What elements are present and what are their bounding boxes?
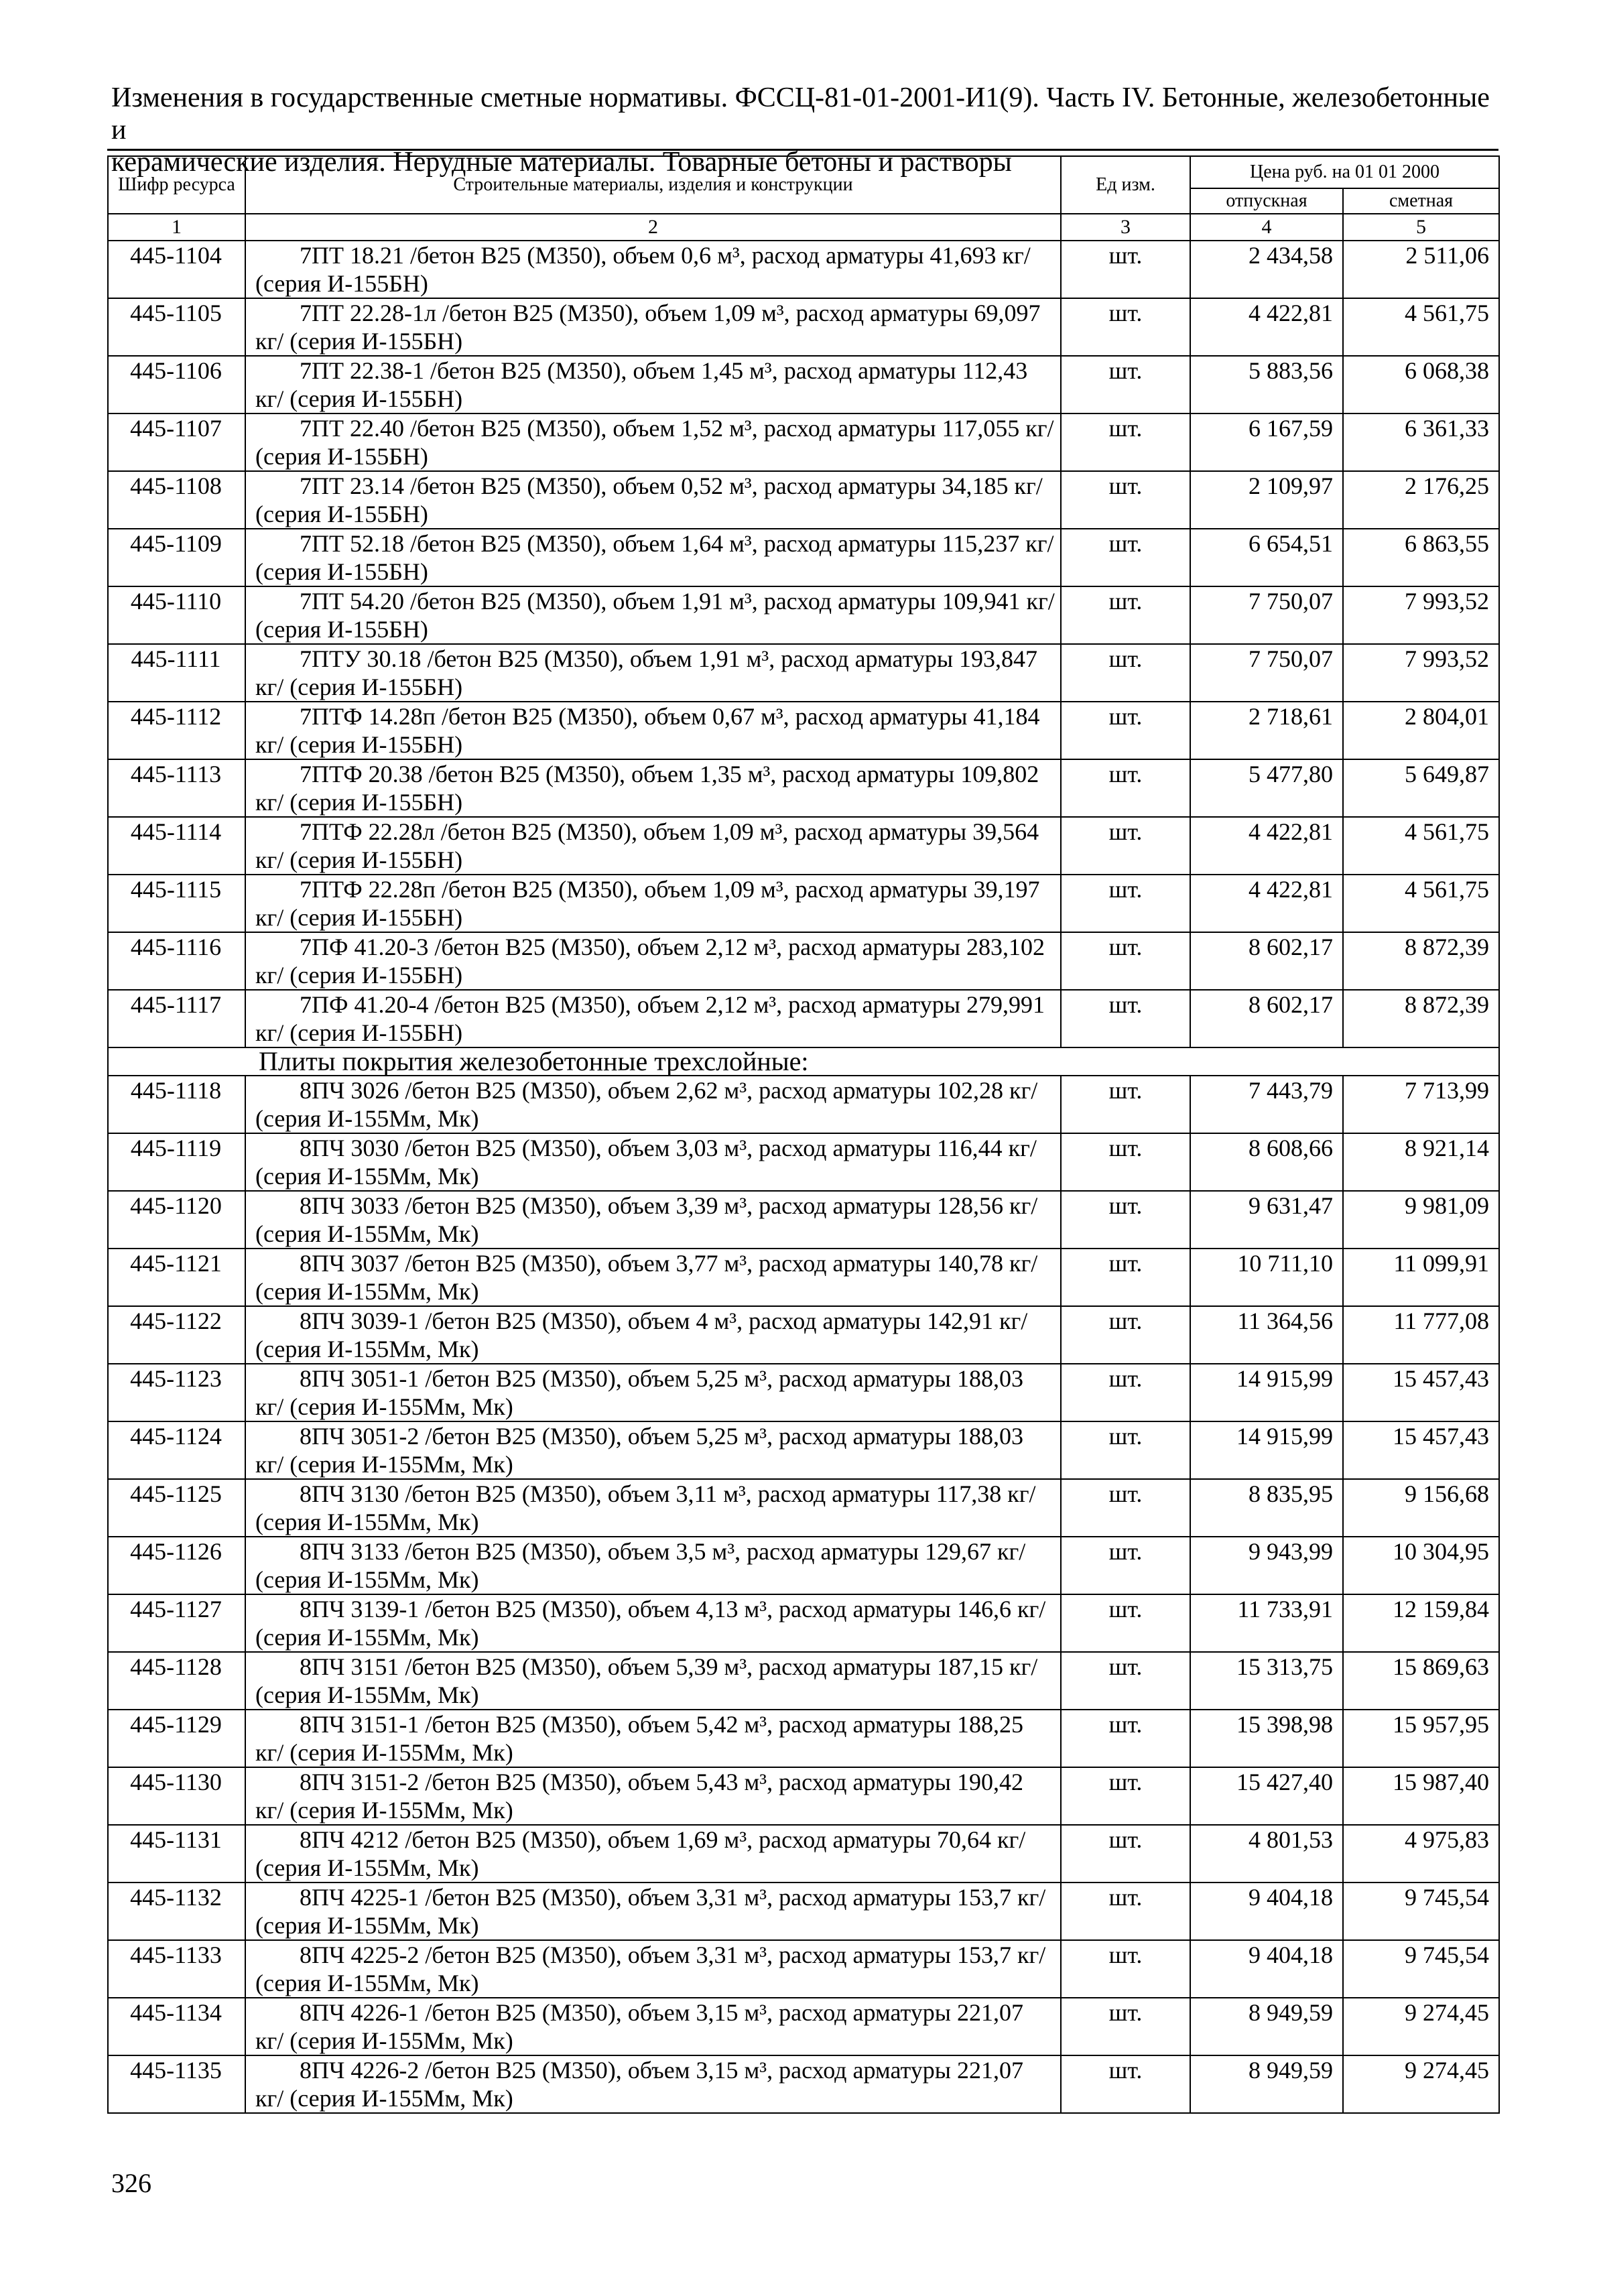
table-row — [108, 1883, 1499, 1940]
material-name-cell: 8ПЧ 4225-2 /бетон В25 (М350), объем 3,31 м³, расход арматуры 153,7 кг/ (серия И-155Мм, Мк) — [245, 1940, 1061, 1998]
material-name-cell: 7ПТФ 22.28п /бетон В25 (М350), объем 1,09 м³, расход арматуры 39,197 кг/ (серия И-155БН) — [245, 875, 1061, 932]
table-row — [108, 1479, 1499, 1537]
release-price-cell: 5 477,80 — [1190, 759, 1343, 817]
resource-code-cell: 445-1114 — [108, 817, 245, 875]
estimate-price-cell: 2 176,25 — [1343, 471, 1499, 529]
resource-code-cell: 445-1118 — [108, 1076, 245, 1133]
table-row — [108, 1191, 1499, 1249]
table-row — [108, 2055, 1499, 2113]
unit-cell: шт. — [1061, 471, 1190, 529]
release-price-cell: 11 364,56 — [1190, 1306, 1343, 1364]
estimate-price-cell: 9 745,54 — [1343, 1940, 1499, 1998]
resource-code-cell: 445-1131 — [108, 1825, 245, 1883]
material-name-cell: 7ПТ 22.28-1л /бетон В25 (М350), объем 1,09 м³, расход арматуры 69,097 кг/ (серия И-155БН) — [245, 298, 1061, 356]
estimate-price-cell: 15 457,43 — [1343, 1421, 1499, 1479]
material-name-cell: 8ПЧ 3051-1 /бетон В25 (М350), объем 5,25 м³, расход арматуры 188,03 кг/ (серия И-155Мм, Мк) — [245, 1364, 1061, 1421]
table-body-group-2 — [108, 1076, 1499, 2113]
resource-code-cell: 445-1104 — [108, 241, 245, 298]
table-row — [108, 471, 1499, 529]
estimate-price-cell: 6 361,33 — [1343, 413, 1499, 471]
release-price-cell: 4 422,81 — [1190, 817, 1343, 875]
header-code: Шифр ресурса — [108, 156, 245, 214]
estimate-price-cell: 8 921,14 — [1343, 1133, 1499, 1191]
estimate-price-cell: 4 561,75 — [1343, 817, 1499, 875]
estimate-price-cell: 6 068,38 — [1343, 356, 1499, 413]
resource-code-cell: 445-1109 — [108, 529, 245, 586]
resource-code-cell: 445-1135 — [108, 2055, 245, 2113]
estimate-price-cell: 4 975,83 — [1343, 1825, 1499, 1883]
table-row — [108, 1076, 1499, 1133]
column-number: 1 — [108, 214, 245, 241]
release-price-cell: 8 602,17 — [1190, 990, 1343, 1047]
release-price-cell: 8 608,66 — [1190, 1133, 1343, 1191]
material-name-cell: 7ПТ 22.38-1 /бетон В25 (М350), объем 1,45 м³, расход арматуры 112,43 кг/ (серия И-155БН) — [245, 356, 1061, 413]
unit-cell: шт. — [1061, 413, 1190, 471]
unit-cell: шт. — [1061, 1710, 1190, 1767]
section-title: Плиты покрытия железобетонные трехслойные: — [108, 1047, 1499, 1076]
estimate-price-cell: 4 561,75 — [1343, 875, 1499, 932]
estimate-price-cell: 2 511,06 — [1343, 241, 1499, 298]
material-name-cell: 8ПЧ 3030 /бетон В25 (М350), объем 3,03 м³, расход арматуры 116,44 кг/ (серия И-155Мм, Мк) — [245, 1133, 1061, 1191]
table-row — [108, 990, 1499, 1047]
column-number-row — [108, 214, 1499, 241]
resource-code-cell: 445-1121 — [108, 1249, 245, 1306]
resource-code-cell: 445-1119 — [108, 1133, 245, 1191]
estimate-price-cell: 9 156,68 — [1343, 1479, 1499, 1537]
resource-code-cell: 445-1108 — [108, 471, 245, 529]
unit-cell: шт. — [1061, 702, 1190, 759]
estimate-price-cell: 11 777,08 — [1343, 1306, 1499, 1364]
unit-cell: шт. — [1061, 759, 1190, 817]
header-release-price: отпускная — [1190, 188, 1343, 214]
table-row — [108, 817, 1499, 875]
estimate-price-cell: 9 274,45 — [1343, 1998, 1499, 2055]
unit-cell: шт. — [1061, 1479, 1190, 1537]
resource-code-cell: 445-1112 — [108, 702, 245, 759]
estimate-price-cell: 4 561,75 — [1343, 298, 1499, 356]
estimate-price-cell: 12 159,84 — [1343, 1594, 1499, 1652]
header-estimate-price: сметная — [1343, 188, 1499, 214]
table-row — [108, 1710, 1499, 1767]
release-price-cell: 7 443,79 — [1190, 1076, 1343, 1133]
resource-code-cell: 445-1125 — [108, 1479, 245, 1537]
column-number: 3 — [1061, 214, 1190, 241]
estimate-price-cell: 5 649,87 — [1343, 759, 1499, 817]
header-title-line-1: Изменения в государственные сметные нормативы. ФССЦ-81-01-2001-И1(9). Часть IV. Бетонные, железобетонные и — [111, 82, 1490, 145]
table-row — [108, 298, 1499, 356]
release-price-cell: 4 801,53 — [1190, 1825, 1343, 1883]
material-name-cell: 8ПЧ 3130 /бетон В25 (М350), объем 3,11 м³, расход арматуры 117,38 кг/ (серия И-155Мм, Мк) — [245, 1479, 1061, 1537]
resource-code-cell: 445-1110 — [108, 586, 245, 644]
resource-code-cell: 445-1126 — [108, 1537, 245, 1594]
unit-cell: шт. — [1061, 1133, 1190, 1191]
table-row — [108, 1537, 1499, 1594]
material-name-cell: 8ПЧ 3139-1 /бетон В25 (М350), объем 4,13 м³, расход арматуры 146,6 кг/ (серия И-155Мм, Мк) — [245, 1594, 1061, 1652]
unit-cell: шт. — [1061, 1594, 1190, 1652]
unit-cell: шт. — [1061, 241, 1190, 298]
material-name-cell: 8ПЧ 3151 /бетон В25 (М350), объем 5,39 м³, расход арматуры 187,15 кг/ (серия И-155Мм, Мк) — [245, 1652, 1061, 1710]
material-name-cell: 7ПФ 41.20-3 /бетон В25 (М350), объем 2,12 м³, расход арматуры 283,102 кг/ (серия И-155БН) — [245, 932, 1061, 990]
resource-code-cell: 445-1107 — [108, 413, 245, 471]
section-row — [108, 1047, 1499, 1076]
release-price-cell: 14 915,99 — [1190, 1421, 1343, 1479]
release-price-cell: 11 733,91 — [1190, 1594, 1343, 1652]
resource-code-cell: 445-1106 — [108, 356, 245, 413]
table-row — [108, 1249, 1499, 1306]
table-row — [108, 1767, 1499, 1825]
material-name-cell: 8ПЧ 3039-1 /бетон В25 (М350), объем 4 м³, расход арматуры 142,91 кг/ (серия И-155Мм, Мк) — [245, 1306, 1061, 1364]
table-row — [108, 644, 1499, 702]
release-price-cell: 2 434,58 — [1190, 241, 1343, 298]
table-body-group-1 — [108, 241, 1499, 1047]
unit-cell: шт. — [1061, 1883, 1190, 1940]
resource-code-cell: 445-1111 — [108, 644, 245, 702]
unit-cell: шт. — [1061, 990, 1190, 1047]
table-row — [108, 1594, 1499, 1652]
table-row — [108, 1306, 1499, 1364]
column-number: 4 — [1190, 214, 1343, 241]
material-name-cell: 7ПТ 52.18 /бетон В25 (М350), объем 1,64 м³, расход арматуры 115,237 кг/ (серия И-155БН) — [245, 529, 1061, 586]
table-row — [108, 1940, 1499, 1998]
release-price-cell: 4 422,81 — [1190, 298, 1343, 356]
material-name-cell: 7ПФ 41.20-4 /бетон В25 (М350), объем 2,12 м³, расход арматуры 279,991 кг/ (серия И-155БН) — [245, 990, 1061, 1047]
release-price-cell: 9 404,18 — [1190, 1940, 1343, 1998]
table-row — [108, 759, 1499, 817]
estimate-price-cell: 15 457,43 — [1343, 1364, 1499, 1421]
header-rule — [107, 149, 1498, 151]
estimate-price-cell: 9 981,09 — [1343, 1191, 1499, 1249]
release-price-cell: 5 883,56 — [1190, 356, 1343, 413]
material-name-cell: 8ПЧ 3051-2 /бетон В25 (М350), объем 5,25 м³, расход арматуры 188,03 кг/ (серия И-155Мм, Мк) — [245, 1421, 1061, 1479]
table-row — [108, 413, 1499, 471]
unit-cell: шт. — [1061, 644, 1190, 702]
unit-cell: шт. — [1061, 875, 1190, 932]
table-row — [108, 529, 1499, 586]
unit-cell: шт. — [1061, 586, 1190, 644]
table-row — [108, 1825, 1499, 1883]
unit-cell: шт. — [1061, 1998, 1190, 2055]
material-name-cell: 8ПЧ 3026 /бетон В25 (М350), объем 2,62 м³, расход арматуры 102,28 кг/ (серия И-155Мм, Мк) — [245, 1076, 1061, 1133]
release-price-cell: 14 915,99 — [1190, 1364, 1343, 1421]
resource-code-cell: 445-1115 — [108, 875, 245, 932]
release-price-cell: 7 750,07 — [1190, 586, 1343, 644]
material-name-cell: 7ПТ 18.21 /бетон В25 (М350), объем 0,6 м³, расход арматуры 41,693 кг/ (серия И-155БН) — [245, 241, 1061, 298]
header-price-group: Цена руб. на 01 01 2000 — [1190, 156, 1499, 188]
table-row — [108, 356, 1499, 413]
material-name-cell: 8ПЧ 4225-1 /бетон В25 (М350), объем 3,31 м³, расход арматуры 153,7 кг/ (серия И-155Мм, Мк) — [245, 1883, 1061, 1940]
resource-code-cell: 445-1124 — [108, 1421, 245, 1479]
material-name-cell: 8ПЧ 3133 /бетон В25 (М350), объем 3,5 м³, расход арматуры 129,67 кг/ (серия И-155Мм, Мк) — [245, 1537, 1061, 1594]
material-name-cell: 8ПЧ 4226-2 /бетон В25 (М350), объем 3,15 м³, расход арматуры 221,07 кг/ (серия И-155Мм, Мк) — [245, 2055, 1061, 2113]
release-price-cell: 9 404,18 — [1190, 1883, 1343, 1940]
material-name-cell: 8ПЧ 4226-1 /бетон В25 (М350), объем 3,15 м³, расход арматуры 221,07 кг/ (серия И-155Мм, Мк) — [245, 1998, 1061, 2055]
table-row — [108, 932, 1499, 990]
release-price-cell: 4 422,81 — [1190, 875, 1343, 932]
table-row — [108, 1133, 1499, 1191]
unit-cell: шт. — [1061, 1537, 1190, 1594]
resource-code-cell: 445-1130 — [108, 1767, 245, 1825]
release-price-cell: 6 167,59 — [1190, 413, 1343, 471]
material-name-cell: 8ПЧ 3151-2 /бетон В25 (М350), объем 5,43 м³, расход арматуры 190,42 кг/ (серия И-155Мм, Мк) — [245, 1767, 1061, 1825]
unit-cell: шт. — [1061, 2055, 1190, 2113]
release-price-cell: 8 949,59 — [1190, 1998, 1343, 2055]
resource-code-cell: 445-1133 — [108, 1940, 245, 1998]
material-name-cell: 7ПТФ 20.38 /бетон В25 (М350), объем 1,35 м³, расход арматуры 109,802 кг/ (серия И-155БН) — [245, 759, 1061, 817]
material-name-cell: 7ПТ 22.40 /бетон В25 (М350), объем 1,52 м³, расход арматуры 117,055 кг/ (серия И-155БН) — [245, 413, 1061, 471]
unit-cell: шт. — [1061, 1191, 1190, 1249]
release-price-cell: 15 398,98 — [1190, 1710, 1343, 1767]
unit-cell: шт. — [1061, 1652, 1190, 1710]
release-price-cell: 8 602,17 — [1190, 932, 1343, 990]
release-price-cell: 2 718,61 — [1190, 702, 1343, 759]
material-name-cell: 7ПТУ 30.18 /бетон В25 (М350), объем 1,91 м³, расход арматуры 193,847 кг/ (серия И-155БН) — [245, 644, 1061, 702]
resource-code-cell: 445-1113 — [108, 759, 245, 817]
table-row — [108, 1364, 1499, 1421]
table-row — [108, 586, 1499, 644]
resource-code-cell: 445-1122 — [108, 1306, 245, 1364]
unit-cell: шт. — [1061, 1767, 1190, 1825]
resource-code-cell: 445-1116 — [108, 932, 245, 990]
release-price-cell: 7 750,07 — [1190, 644, 1343, 702]
estimate-price-cell: 9 745,54 — [1343, 1883, 1499, 1940]
estimate-price-cell: 7 993,52 — [1343, 586, 1499, 644]
unit-cell: шт. — [1061, 356, 1190, 413]
header-title-line-2: керамические изделия. Нерудные материалы. Товарные бетоны и растворы — [111, 147, 1012, 178]
estimate-price-cell: 10 304,95 — [1343, 1537, 1499, 1594]
estimate-price-cell: 15 869,63 — [1343, 1652, 1499, 1710]
column-number: 5 — [1343, 214, 1499, 241]
unit-cell: шт. — [1061, 1421, 1190, 1479]
release-price-cell: 15 313,75 — [1190, 1652, 1343, 1710]
resource-code-cell: 445-1134 — [108, 1998, 245, 2055]
resource-code-cell: 445-1132 — [108, 1883, 245, 1940]
table-row — [108, 875, 1499, 932]
estimate-price-cell: 15 957,95 — [1343, 1710, 1499, 1767]
release-price-cell: 10 711,10 — [1190, 1249, 1343, 1306]
resource-code-cell: 445-1123 — [108, 1364, 245, 1421]
estimate-price-cell: 8 872,39 — [1343, 990, 1499, 1047]
header-name: Строительные материалы, изделия и конструкции — [245, 156, 1061, 214]
table-row — [108, 702, 1499, 759]
resource-code-cell: 445-1129 — [108, 1710, 245, 1767]
estimate-price-cell: 7 993,52 — [1343, 644, 1499, 702]
page-number: 326 — [111, 2168, 151, 2198]
unit-cell: шт. — [1061, 1364, 1190, 1421]
header-unit: Ед изм. — [1061, 156, 1190, 214]
resource-code-cell: 445-1117 — [108, 990, 245, 1047]
unit-cell: шт. — [1061, 298, 1190, 356]
unit-cell: шт. — [1061, 1076, 1190, 1133]
table-row — [108, 1998, 1499, 2055]
release-price-cell: 6 654,51 — [1190, 529, 1343, 586]
table-row — [108, 1652, 1499, 1710]
release-price-cell: 2 109,97 — [1190, 471, 1343, 529]
estimate-price-cell: 6 863,55 — [1343, 529, 1499, 586]
unit-cell: шт. — [1061, 1940, 1190, 1998]
unit-cell: шт. — [1061, 1249, 1190, 1306]
release-price-cell: 9 943,99 — [1190, 1537, 1343, 1594]
release-price-cell: 8 949,59 — [1190, 2055, 1343, 2113]
estimate-price-cell: 9 274,45 — [1343, 2055, 1499, 2113]
estimate-price-cell: 15 987,40 — [1343, 1767, 1499, 1825]
table-row — [108, 1421, 1499, 1479]
resource-price-table — [107, 155, 1500, 2114]
material-name-cell: 7ПТФ 22.28л /бетон В25 (М350), объем 1,09 м³, расход арматуры 39,564 кг/ (серия И-155БН) — [245, 817, 1061, 875]
resource-code-cell: 445-1105 — [108, 298, 245, 356]
material-name-cell: 7ПТ 23.14 /бетон В25 (М350), объем 0,52 м³, расход арматуры 34,185 кг/ (серия И-155БН) — [245, 471, 1061, 529]
material-name-cell: 8ПЧ 3037 /бетон В25 (М350), объем 3,77 м³, расход арматуры 140,78 кг/ (серия И-155Мм, Мк) — [245, 1249, 1061, 1306]
material-name-cell: 7ПТ 54.20 /бетон В25 (М350), объем 1,91 м³, расход арматуры 109,941 кг/ (серия И-155БН) — [245, 586, 1061, 644]
release-price-cell: 15 427,40 — [1190, 1767, 1343, 1825]
unit-cell: шт. — [1061, 1825, 1190, 1883]
material-name-cell: 8ПЧ 3033 /бетон В25 (М350), объем 3,39 м³, расход арматуры 128,56 кг/ (серия И-155Мм, Мк) — [245, 1191, 1061, 1249]
unit-cell: шт. — [1061, 932, 1190, 990]
estimate-price-cell: 8 872,39 — [1343, 932, 1499, 990]
release-price-cell: 8 835,95 — [1190, 1479, 1343, 1537]
estimate-price-cell: 11 099,91 — [1343, 1249, 1499, 1306]
unit-cell: шт. — [1061, 1306, 1190, 1364]
resource-code-cell: 445-1128 — [108, 1652, 245, 1710]
material-name-cell: 8ПЧ 3151-1 /бетон В25 (М350), объем 5,42 м³, расход арматуры 188,25 кг/ (серия И-155Мм, Мк) — [245, 1710, 1061, 1767]
resource-code-cell: 445-1120 — [108, 1191, 245, 1249]
material-name-cell: 7ПТФ 14.28п /бетон В25 (М350), объем 0,67 м³, расход арматуры 41,184 кг/ (серия И-155БН) — [245, 702, 1061, 759]
table-row — [108, 241, 1499, 298]
column-number: 2 — [245, 214, 1061, 241]
estimate-price-cell: 2 804,01 — [1343, 702, 1499, 759]
unit-cell: шт. — [1061, 817, 1190, 875]
release-price-cell: 9 631,47 — [1190, 1191, 1343, 1249]
estimate-price-cell: 7 713,99 — [1343, 1076, 1499, 1133]
resource-code-cell: 445-1127 — [108, 1594, 245, 1652]
material-name-cell: 8ПЧ 4212 /бетон В25 (М350), объем 1,69 м³, расход арматуры 70,64 кг/ (серия И-155Мм, Мк) — [245, 1825, 1061, 1883]
unit-cell: шт. — [1061, 529, 1190, 586]
